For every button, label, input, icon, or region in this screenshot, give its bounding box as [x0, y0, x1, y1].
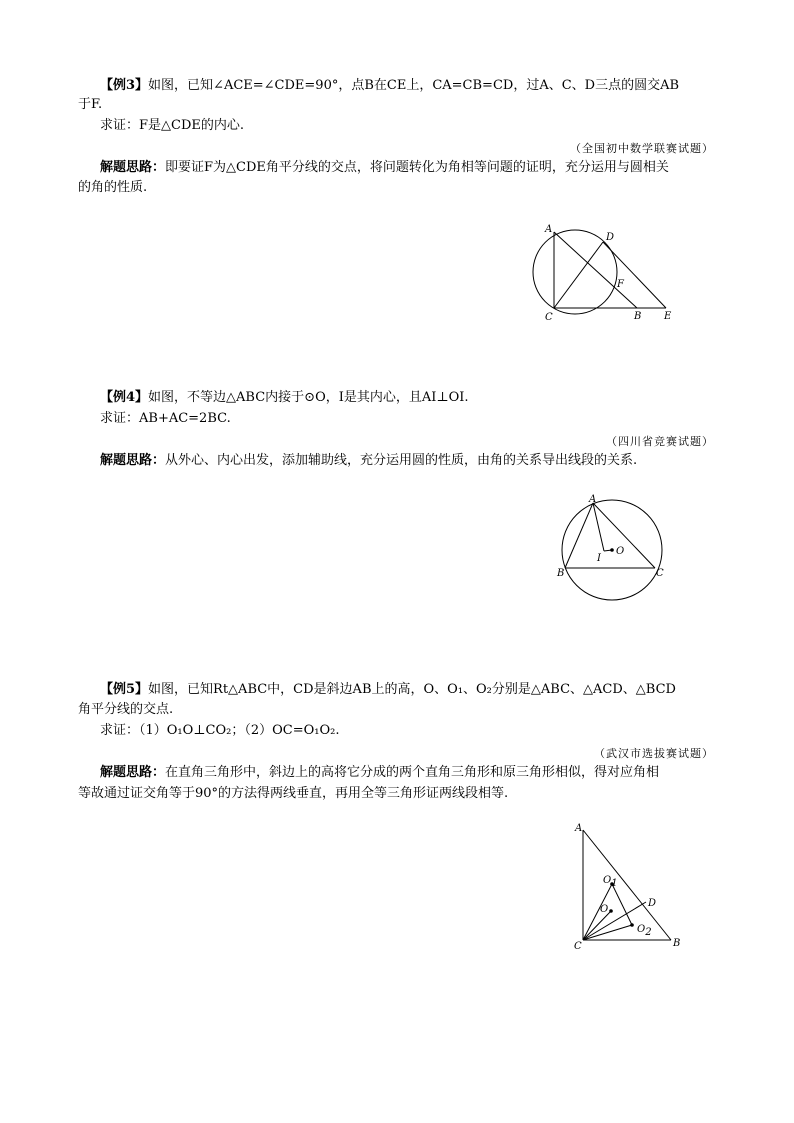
- ex3-label-B: B: [634, 311, 642, 322]
- ex5-label-A: A: [575, 823, 583, 834]
- ex5-point-O: [609, 909, 613, 913]
- ex5-hint-text1: 在直角三角形中，斜边上的高将它分成的两个直角三角形和原三角形相似，得对应角相: [165, 765, 660, 780]
- ex4-hint-label: 解题思路：: [100, 453, 166, 468]
- ex4-label-A: A: [589, 494, 597, 505]
- ex5-label-O2-main: O: [637, 924, 646, 935]
- ex5-label-O2: [637, 924, 652, 938]
- ex3-label-F: F: [617, 279, 624, 290]
- ex3-label: 【例3】: [100, 78, 149, 93]
- ex5-source: （武汉市选拔赛试题）: [594, 747, 714, 760]
- ex5-hint-line2: 等故通过证交角等于90°的方法得两线垂直，再用全等三角形证两线段相等.: [78, 786, 509, 801]
- ex5-label-O1-sub: 1: [611, 878, 618, 889]
- ex5-label: 【例5】: [100, 682, 149, 697]
- ex5-statement-line2: 角平分线的交点.: [78, 702, 174, 717]
- ex5-prove: 求证：（1）O₁O⊥CO₂；（2）OC=O₁O₂.: [100, 723, 340, 738]
- ex5-label-C: C: [574, 941, 582, 952]
- ex4-label-C: C: [656, 568, 664, 579]
- ex5-label-D: D: [648, 898, 657, 909]
- ex5-label-O1: [603, 875, 618, 889]
- ex3-prove: 求证：F是△CDE的内心.: [100, 118, 245, 133]
- ex4-label-O: O: [616, 546, 625, 557]
- ex3-statement-line2: 于F.: [78, 97, 103, 112]
- ex3-text1: 如图，已知∠ACE=∠CDE=90°，点B在CE上，CA=CB=CD，过A、C、D三点的圆交AB: [148, 78, 680, 93]
- ex5-label-O1-main: O: [603, 875, 612, 886]
- ex3-label-A: A: [545, 224, 553, 235]
- ex4-label-I: I: [597, 553, 601, 564]
- ex5-segment-O1O2: [612, 884, 632, 925]
- ex5-label-O: O: [600, 904, 609, 915]
- ex3-hint-line2: 的角的性质.: [78, 180, 148, 195]
- ex4-prove: 求证：AB+AC=2BC.: [100, 411, 231, 426]
- ex5-hint-label: 解题思路：: [100, 765, 166, 780]
- ex5-label-B: B: [673, 938, 681, 949]
- ex4-label-B: B: [557, 568, 565, 579]
- ex3-hint-label: 解题思路：: [100, 160, 166, 175]
- ex3-hint-text1: 即要证F为△CDE角平分线的交点，将问题转化为角相等问题的证明，充分运用与圆相关: [165, 160, 669, 175]
- ex5-label-O2-sub: 2: [645, 927, 652, 938]
- ex3-label-D: D: [606, 232, 615, 243]
- ex5-text1: 如图，已知Rt△ABC中，CD是斜边AB上的高，O、O₁、O₂分别是△ABC、△ACD、△BCD: [148, 682, 676, 697]
- ex4-text1: 如图，不等边△ABC内接于⊙O，I是其内心，且AI⊥OI.: [148, 390, 469, 405]
- ex5-segment-AB: [583, 830, 671, 940]
- ex3-label-C: C: [545, 312, 553, 323]
- ex3-source: （全国初中数学联赛试题）: [570, 142, 714, 155]
- ex4-label: 【例4】: [100, 390, 149, 405]
- ex4-hint-text1: 从外心、内心出发，添加辅助线，充分运用圆的性质，由角的关系导出线段的关系.: [165, 453, 638, 468]
- ex5-point-O2: [630, 923, 634, 927]
- ex3-label-E: E: [664, 311, 672, 322]
- ex4-source: （四川省竞赛试题）: [606, 435, 714, 448]
